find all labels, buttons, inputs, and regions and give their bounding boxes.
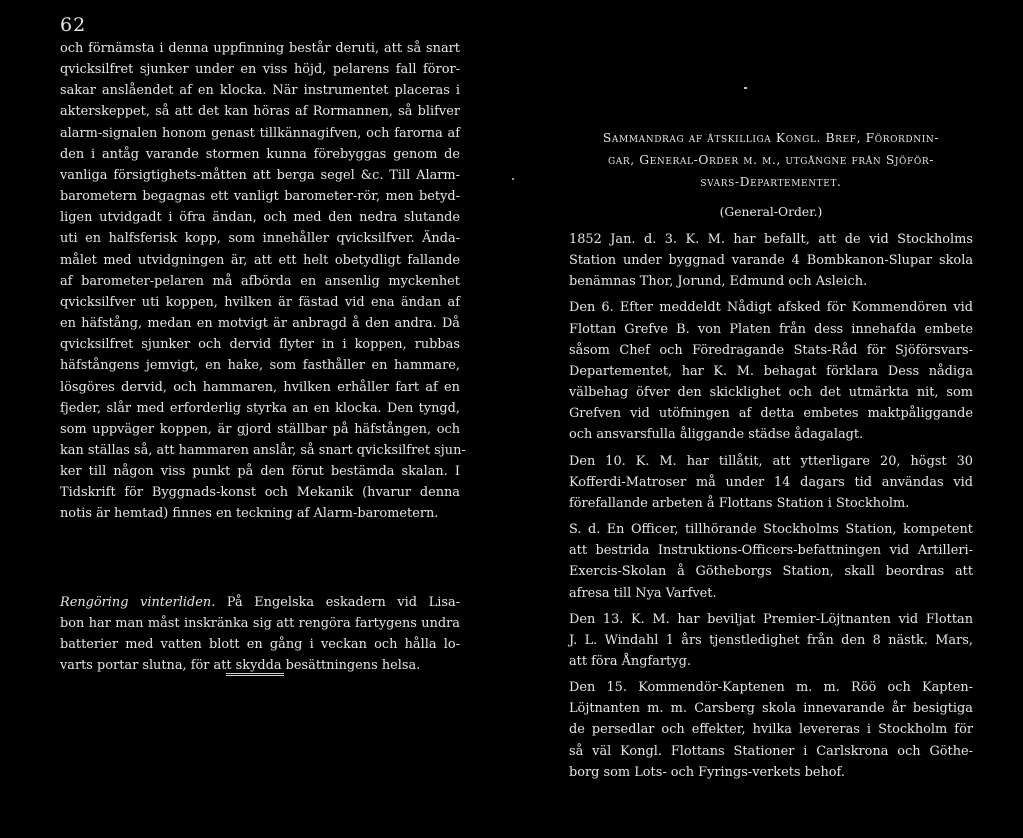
text-line: Den 13. K. M. har beviljat Premier-Löjtnanten vid Flottan [569,611,973,627]
right-column [569,127,973,788]
text-line: sakar anslåendet af en klocka. När instrumentet placeras i [60,83,460,99]
text-line [60,592,460,613]
text-run: På Engelska eskadern vid Lisa- [215,594,460,610]
order-entry [569,229,973,292]
text-line: Departementet, har K. M. behagat förklara Dess nådiga [569,363,973,379]
text-line: Den 10. K. M. har tillåtit, att ytterligare 20, högst 30 [569,453,973,469]
order-entry [569,609,973,672]
order-entry [569,519,973,604]
text-line: fjeder, slår med erforderlig styrka an en klocka. Den tyngd, [60,400,460,416]
text-line: Flottan Grefve B. von Platen från dess innehafda embete [569,321,973,337]
text-line: Den 15. Kommendör-Kaptenen m. m. Röö och Kapten- [569,680,973,696]
print-speck [744,87,747,89]
summary-subheading: (General-Order.) [719,205,823,219]
text-line: såsom Chef och Föredragande Stats-Råd för Sjöförsvars- [569,342,973,358]
text-line: kan ställas så, att hammaren anslår, så snart qvicksilfret sjun- [60,442,466,458]
paragraph-rengoring [60,592,460,677]
text-line: akterskeppet, så att det kan höras af Rormannen, så blifver [60,104,460,120]
text-line: en häfstång, medan en motvigt är anbragd å den andra. Då [60,316,460,332]
text-line: af barometer-pelaren må afbörda en ansenlig myckenhet [60,273,460,289]
left-column [60,38,466,676]
text-line: qvicksilfret sjunker under en viss höjd, pelarens fall föror- [60,62,460,78]
text-line: förefallande arbeten å Flottans Station i Stockholm. [569,495,910,511]
text-line: Löjtnanten m. m. Carsberg skola innevarande år besigtiga [569,701,973,717]
section-title: Rengöring vinterliden. [60,594,216,610]
order-entry [569,451,973,514]
text-line: Kofferdi-Matroser må under 14 dagars tid användas vid [569,474,973,490]
summary-heading [569,127,973,193]
text-line: alarm-signalen honom genast tillkännagifven, och farorna af [60,125,460,141]
text-line: borg som Lots- och Fyrings-verkets behof. [569,764,845,780]
text-line: Grefven vid utöfningen af detta embetes maktpåliggande [569,406,973,422]
text-line: J. L. Windahl 1 års tjenstledighet från den 8 nästk. Mars, [569,632,973,648]
section-divider [226,673,284,676]
text-line: så väl Kongl. Flottans Stationer i Carlskrona och Göthe- [569,743,973,759]
text-line: uti en halfsferisk kopp, som innehåller qvicksilfver. Ända- [60,231,460,247]
text-line: notis är hemtad) finnes en teckning af Alarm-barometern. [60,506,439,522]
text-line: afresa till Nya Varfvet. [569,585,717,601]
text-line: S. d. En Officer, tillhörande Stockholms Station, kompetent [569,522,973,538]
heading-line: svars-Departementet. [700,175,842,189]
text-line: ligen utvidgadt i öfra ändan, och med den nedra slutande [60,210,460,226]
text-line: qvicksilfret sjunker och dervid flyter in i koppen, rubbas [60,337,460,353]
text-line: qvicksilfver uti koppen, hvilken är fästad vid ena ändan af [60,294,460,310]
text-line: målet med utvidgningen är, att ett helt obetydligt fallande [60,252,460,268]
text-line: och förnämsta i denna uppfinning består deruti, att så snart [60,41,460,56]
text-line: den i antåg varande stormen kunna förebyggas genom de [60,146,460,162]
heading-line: gar, General-Order m. m., utgångne från Sjöför- [608,153,934,167]
text-line: ker till någon viss punkt på den förut bestämda skalan. I [60,464,460,480]
text-line: lösgöres dervid, och hammaren, hvilken erhåller fart af en [60,379,460,395]
text-line: varts portar slutna, för att skydda besättningens helsa. [60,658,421,674]
order-entry [569,297,973,445]
text-line: välbehag öfver den skicklighet och det utmärkta nit, som [569,385,973,401]
text-line: Tidskrift för Byggnads-konst och Mekanik (hvarur denna [60,485,460,501]
text-line: batterier med vatten blott en gång i veckan och hålla lo- [60,636,460,652]
text-line: Station under byggnad varande 4 Bombkanon-Slupar skola [569,253,973,269]
print-speck [512,178,514,180]
text-line: benämnas Thor, Jorund, Edmund och Asleich. [569,274,868,290]
text-line: barometern begagnas ett vanligt barometer-rör, men betyd- [60,189,460,205]
text-line: att bestrida Instruktions-Officers-befattningen vid Artilleri- [569,543,973,559]
text-line: Exercis-Skolan å Götheborgs Station, skall beordras att [569,564,973,580]
entries-list [569,229,973,783]
text-line: och ansvarsfulla åliggande städse ådagalagt. [569,427,864,443]
heading-line: Sammandrag af åtskilliga Kongl. Bref, Förordnin- [602,131,940,145]
text-line: Den 6. Efter meddeldt Nådigt afsked för Kommendören vid [569,300,973,316]
text-line: de persedlar och effekter, hvilka levereras i Stockholm för [569,722,973,738]
text-line: vanliga försigtighets-måtten att berga segel &c. Till Alarm- [60,167,460,183]
page-number: 62 [60,14,87,36]
text-line: bon har man måst inskränka sig att rengöra fartygens undra [60,615,460,631]
text-line: att föra Ångfartyg. [569,653,691,669]
paragraph-gap [60,525,460,592]
text-line: 1852 Jan. d. 3. K. M. har befallt, att de vid Stockholms [569,232,973,247]
text-line: som uppväger koppen, är gjord ställbar på häfstången, och [60,421,460,437]
paragraph-alarm-barometer [60,38,466,525]
text-line: häfstångens jemvigt, en hake, som fasthåller en hammare, [60,358,460,374]
order-entry [569,677,973,783]
